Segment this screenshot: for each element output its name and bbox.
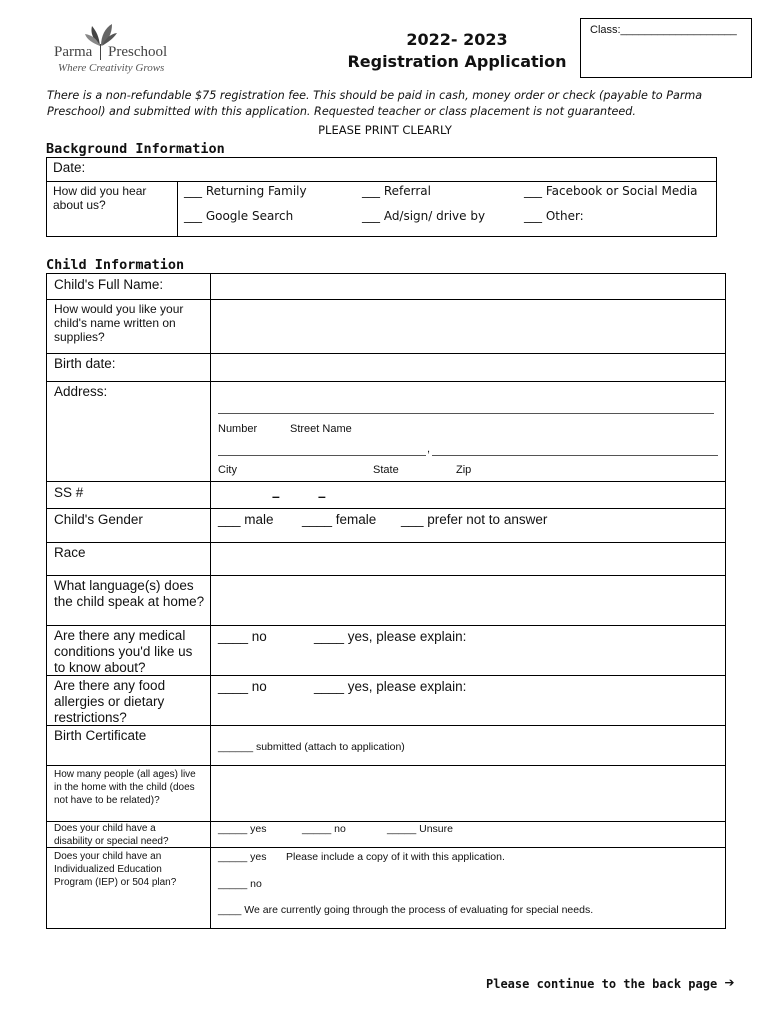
- date-field[interactable]: [178, 158, 716, 180]
- iep-no-option[interactable]: _____ no: [218, 878, 262, 890]
- row-divider: [46, 625, 726, 626]
- option-returning-family[interactable]: ___ Returning Family: [184, 184, 307, 198]
- medical-no-option[interactable]: ____ no: [218, 629, 267, 644]
- birth-certificate-label: Birth Certificate: [54, 728, 147, 743]
- print-clearly-note: PLEASE PRINT CLEARLY: [318, 123, 452, 137]
- continue-text: Please continue to the back page: [486, 977, 718, 991]
- address-label: Address:: [54, 384, 108, 399]
- gender-prefer-not-option[interactable]: ___ prefer not to answer: [401, 512, 548, 527]
- city-line[interactable]: [218, 455, 426, 456]
- gender-male-option[interactable]: ___ male: [218, 512, 274, 527]
- medical-label: Are there any medical conditions you'd like us to know about?: [54, 628, 193, 675]
- disability-unsure-option[interactable]: _____ Unsure: [387, 823, 453, 835]
- address-zip-label: Zip: [456, 464, 472, 476]
- state-zip-line[interactable]: [432, 455, 718, 456]
- row-divider: [46, 508, 726, 509]
- iep-label: Does your child have an Individualized Education Program (IEP) or 504 plan?: [54, 851, 177, 888]
- background-divider: [46, 181, 717, 182]
- race-field[interactable]: [212, 544, 724, 574]
- logo-tagline: Where Creativity Grows: [58, 62, 165, 74]
- address-street-label: Street Name: [290, 423, 352, 435]
- supplies-name-label: How would you like your child's name written on supplies?: [54, 302, 184, 344]
- intro-line-2: Preschool) and submitted with this application. Requested teacher or class placement is not guaranteed.: [47, 105, 636, 118]
- background-col-divider: [177, 181, 178, 237]
- ss-dash-2: –: [318, 488, 326, 504]
- class-box[interactable]: [580, 18, 752, 78]
- hear-label: How did you hear about us?: [53, 184, 147, 212]
- ss-field[interactable]: [212, 483, 724, 507]
- household-count-field[interactable]: [212, 767, 724, 820]
- household-count-label: How many people (all ages) live in the home with the child (does not have to be related)?: [54, 769, 196, 806]
- birth-date-field[interactable]: [212, 355, 724, 380]
- gender-label: Child's Gender: [54, 512, 143, 527]
- date-label: Date:: [53, 160, 86, 175]
- full-name-label: Child's Full Name:: [54, 277, 164, 292]
- row-divider: [46, 765, 726, 766]
- row-divider: [46, 542, 726, 543]
- iep-copy-note: Please include a copy of it with this application.: [286, 851, 505, 863]
- street-address-line[interactable]: [218, 413, 714, 414]
- option-other[interactable]: ___ Other:: [524, 209, 584, 223]
- option-facebook[interactable]: ___ Facebook or Social Media: [524, 184, 698, 198]
- birth-date-label: Birth date:: [54, 356, 116, 371]
- form-title: Registration Application: [347, 52, 567, 71]
- logo-name-right: Preschool: [108, 44, 168, 60]
- option-google-search[interactable]: ___ Google Search: [184, 209, 294, 223]
- language-field[interactable]: [212, 577, 724, 624]
- iep-evaluating-option[interactable]: ____ We are currently going through the process of evaluating for special needs.: [218, 904, 594, 916]
- ss-label: SS #: [54, 485, 84, 500]
- supplies-name-field[interactable]: [212, 301, 724, 352]
- row-divider: [46, 299, 726, 300]
- food-yes-option[interactable]: ____ yes, please explain:: [314, 679, 467, 694]
- iep-yes-option[interactable]: _____ yes: [218, 851, 267, 863]
- race-label: Race: [54, 545, 86, 560]
- birth-certificate-submitted-option[interactable]: ______ submitted (attach to application): [218, 741, 405, 753]
- food-allergies-label: Are there any food allergies or dietary restrictions?: [54, 678, 166, 725]
- child-heading: Child Information: [46, 257, 185, 273]
- logo-divider: [100, 44, 101, 60]
- intro-line-1: There is a non-refundable $75 registration fee. This should be paid in cash, money order or check (payable to Parma: [47, 89, 703, 102]
- row-divider: [46, 353, 726, 354]
- continue-note: [486, 973, 735, 993]
- full-name-field[interactable]: [212, 275, 724, 298]
- address-number-label: Number: [218, 423, 258, 435]
- right-arrow-icon: ➔: [724, 973, 735, 993]
- language-label: What language(s) does the child speak at home?: [54, 578, 205, 609]
- address-state-label: State: [373, 464, 399, 476]
- row-divider: [46, 575, 726, 576]
- background-heading: Background Information: [46, 141, 225, 157]
- option-ad-sign[interactable]: ___ Ad/sign/ drive by: [362, 209, 486, 223]
- disability-no-option[interactable]: _____ no: [302, 823, 346, 835]
- row-divider: [46, 481, 726, 482]
- food-no-option[interactable]: ____ no: [218, 679, 267, 694]
- disability-label: Does your child have a disability or special need?: [54, 823, 169, 847]
- row-divider: [46, 381, 726, 382]
- gender-female-option[interactable]: ____ female: [302, 512, 377, 527]
- ss-dash-1: –: [272, 488, 280, 504]
- form-year: 2022- 2023: [406, 30, 508, 49]
- address-city-label: City: [218, 464, 237, 476]
- class-label: Class:___________________: [590, 24, 737, 36]
- child-col-divider: [210, 273, 211, 929]
- address-comma: ,: [427, 443, 431, 455]
- logo-name-left: Parma: [54, 44, 93, 60]
- option-referral[interactable]: ___ Referral: [362, 184, 431, 198]
- medical-yes-option[interactable]: ____ yes, please explain:: [314, 629, 467, 644]
- disability-yes-option[interactable]: _____ yes: [218, 823, 267, 835]
